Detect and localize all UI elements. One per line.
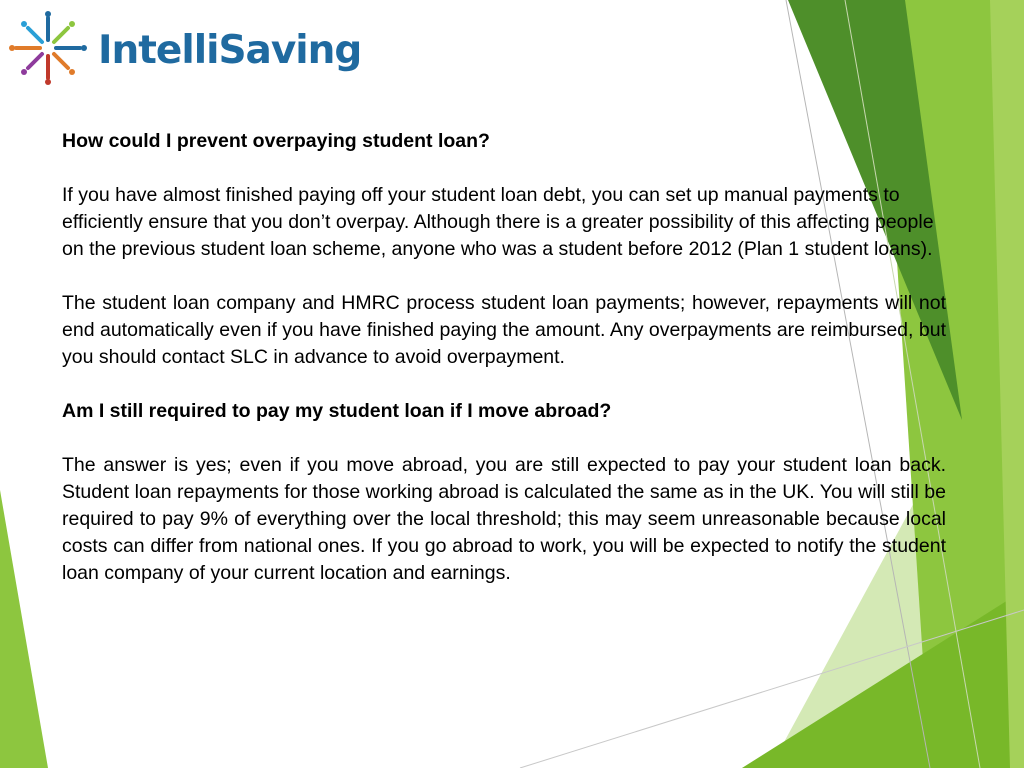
heading-prevent-overpaying: How could I prevent overpaying student loan? [62, 130, 490, 152]
left-green-sliver [0, 490, 48, 768]
paragraph-abroad-answer: The answer is yes; even if you move abroad, you are still expected to pay your student loan back. Student loan repayments for those working abroad is calculated the same as in the UK. You will still be required to pay 9% of everything over the local threshold; this may seem unreasonable because local costs can differ from national ones. If you go abroad to work, you will be expected to notify the student loan company of your current location and earnings. [62, 454, 946, 584]
heading-move-abroad: Am I still required to pay my student loan if I move abroad? [62, 400, 612, 422]
slide-content [62, 128, 946, 587]
starburst-logo-icon [8, 8, 88, 88]
logo [8, 8, 362, 88]
paragraph-repayments: The student loan company and HMRC process student loan payments; however, repayments will not end automatically even if you have finished paying the amount. Any overpayments are reimbursed, but you should contact SLC in advance to avoid overpayment. [62, 292, 946, 368]
logo-wordmark: IntelliSaving [98, 28, 362, 73]
paragraph-manual-payments: If you have almost finished paying off your student loan debt, you can set up manual payments to efficiently ensure that you don’t overpay. Although there is a greater possibility of this affecting people on the previous student loan scheme, anyone who was a student before 2012 (Plan 1 student loans). [62, 184, 934, 260]
